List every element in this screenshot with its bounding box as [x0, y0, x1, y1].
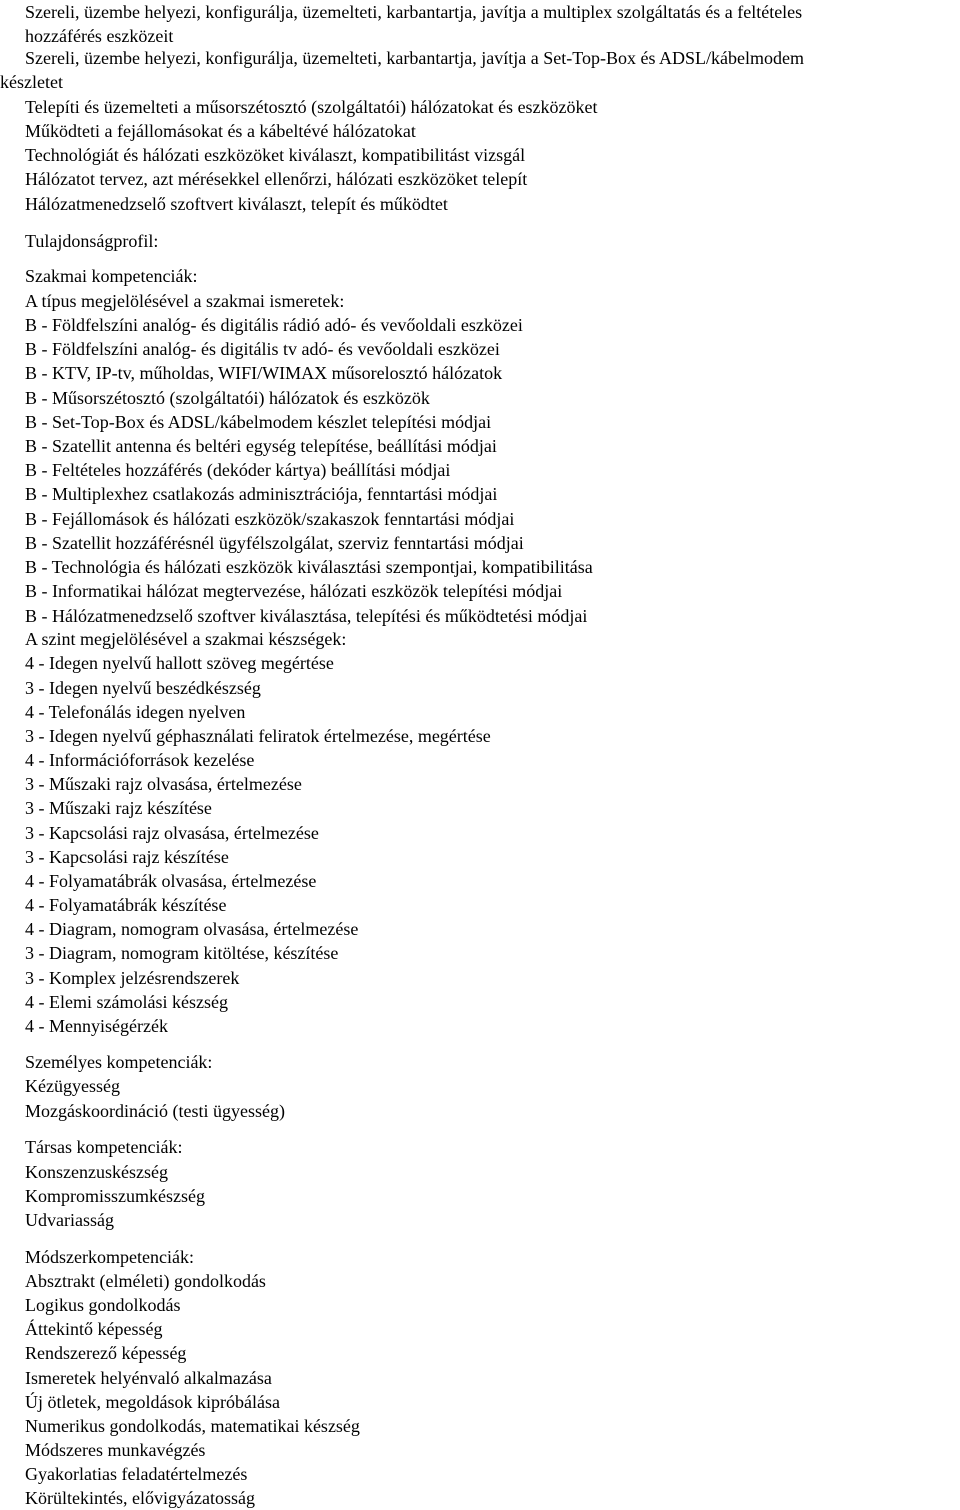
list-item: B - Műsorszétosztó (szolgáltatói) hálózatok és eszközök: [25, 388, 430, 408]
list-item: Absztrakt (elméleti) gondolkodás: [25, 1271, 266, 1291]
list-item: 4 - Folyamatábrák készítése: [25, 895, 227, 915]
list-item: 3 - Komplex jelzésrendszerek: [25, 968, 240, 988]
list-item: B - Technológia és hálózati eszközök kiválasztási szempontjai, kompatibilitása: [25, 557, 593, 577]
text-line: Telepíti és üzemelteti a műsorszétosztó (szolgáltatói) hálózatokat és eszközöket: [25, 97, 598, 117]
list-item: Áttekintő képesség: [25, 1319, 163, 1339]
text-line: készletet: [0, 72, 63, 92]
list-item: 4 - Információforrások kezelése: [25, 750, 255, 770]
list-item: Kompromisszumkészség: [25, 1186, 205, 1206]
list-item: 4 - Idegen nyelvű hallott szöveg megértése: [25, 653, 334, 673]
section-heading: Tulajdonságprofil:: [25, 231, 159, 251]
text-line: hozzáférés eszközeit: [25, 26, 174, 46]
list-item: Gyakorlatias feladatértelmezés: [25, 1464, 248, 1484]
list-item: B - Hálózatmenedzselő szoftver kiválasztása, telepítési és működtetési módjai: [25, 606, 588, 626]
section-heading: Személyes kompetenciák:: [25, 1052, 213, 1072]
list-item: 4 - Elemi számolási készség: [25, 992, 228, 1012]
section-heading: Szakmai kompetenciák:: [25, 266, 198, 286]
list-item: B - Set-Top-Box és ADSL/kábelmodem készlet telepítési módjai: [25, 412, 492, 432]
list-item: Rendszerező képesség: [25, 1343, 187, 1363]
list-item: 4 - Telefonálás idegen nyelven: [25, 702, 246, 722]
section-heading: Módszerkompetenciák:: [25, 1247, 194, 1267]
list-item: B - Földfelszíni analóg- és digitális tv adó- és vevőoldali eszközei: [25, 339, 500, 359]
list-item: 3 - Diagram, nomogram kitöltése, készítése: [25, 943, 339, 963]
text-line: Szereli, üzembe helyezi, konfigurálja, üzemelteti, karbantartja, javítja a multiplex szolgáltatás és a feltételes: [25, 2, 803, 22]
subsection-heading: A szint megjelölésével a szakmai készségek:: [25, 629, 347, 649]
list-item: B - Szatellit antenna és beltéri egység telepítése, beállítási módjai: [25, 436, 497, 456]
list-item: Kézügyesség: [25, 1076, 120, 1096]
text-line: Technológiát és hálózati eszközöket kiválaszt, kompatibilitást vizsgál: [25, 145, 526, 165]
list-item: B - Szatellit hozzáférésnél ügyfélszolgálat, szerviz fenntartási módjai: [25, 533, 524, 553]
text-line: Működteti a fejállomásokat és a kábeltévé hálózatokat: [25, 121, 416, 141]
list-item: B - Földfelszíni analóg- és digitális rádió adó- és vevőoldali eszközei: [25, 315, 523, 335]
list-item: B - Feltételes hozzáférés (dekóder kártya) beállítási módjai: [25, 460, 451, 480]
list-item: Logikus gondolkodás: [25, 1295, 181, 1315]
list-item: 3 - Kapcsolási rajz olvasása, értelmezése: [25, 823, 319, 843]
list-item: 3 - Műszaki rajz készítése: [25, 798, 212, 818]
subsection-heading: A típus megjelölésével a szakmai ismeretek:: [25, 291, 345, 311]
list-item: Módszeres munkavégzés: [25, 1440, 206, 1460]
list-item: B - Multiplexhez csatlakozás adminisztrációja, fenntartási módjai: [25, 484, 498, 504]
list-item: Ismeretek helyénvaló alkalmazása: [25, 1368, 272, 1388]
list-item: 4 - Mennyiségérzék: [25, 1016, 168, 1036]
list-item: Mozgáskoordináció (testi ügyesség): [25, 1101, 285, 1121]
section-heading: Társas kompetenciák:: [25, 1137, 183, 1157]
text-line: Hálózatot tervez, azt mérésekkel ellenőrzi, hálózati eszközöket telepít: [25, 169, 528, 189]
list-item: 3 - Idegen nyelvű géphasználati feliratok értelmezése, megértése: [25, 726, 491, 746]
list-item: 4 - Diagram, nomogram olvasása, értelmezése: [25, 919, 359, 939]
text-line: Szereli, üzembe helyezi, konfigurálja, üzemelteti, karbantartja, javítja a Set-Top-Box és ADSL/kábelmodem: [25, 48, 804, 68]
list-item: Konszenzuskészség: [25, 1162, 168, 1182]
list-item: 3 - Műszaki rajz olvasása, értelmezése: [25, 774, 302, 794]
list-item: B - Informatikai hálózat megtervezése, hálózati eszközök telepítési módjai: [25, 581, 563, 601]
list-item: B - KTV, IP-tv, műholdas, WIFI/WIMAX műsorelosztó hálózatok: [25, 363, 503, 383]
list-item: Udvariasság: [25, 1210, 114, 1230]
list-item: Körültekintés, elővigyázatosság: [25, 1488, 255, 1508]
list-item: 4 - Folyamatábrák olvasása, értelmezése: [25, 871, 317, 891]
list-item: 3 - Kapcsolási rajz készítése: [25, 847, 229, 867]
text-line: Hálózatmenedzselő szoftvert kiválaszt, telepít és működtet: [25, 194, 448, 214]
list-item: Numerikus gondolkodás, matematikai készség: [25, 1416, 360, 1436]
list-item: Új ötletek, megoldások kipróbálása: [25, 1392, 280, 1412]
list-item: 3 - Idegen nyelvű beszédkészség: [25, 678, 261, 698]
list-item: B - Fejállomások és hálózati eszközök/szakaszok fenntartási módjai: [25, 509, 515, 529]
